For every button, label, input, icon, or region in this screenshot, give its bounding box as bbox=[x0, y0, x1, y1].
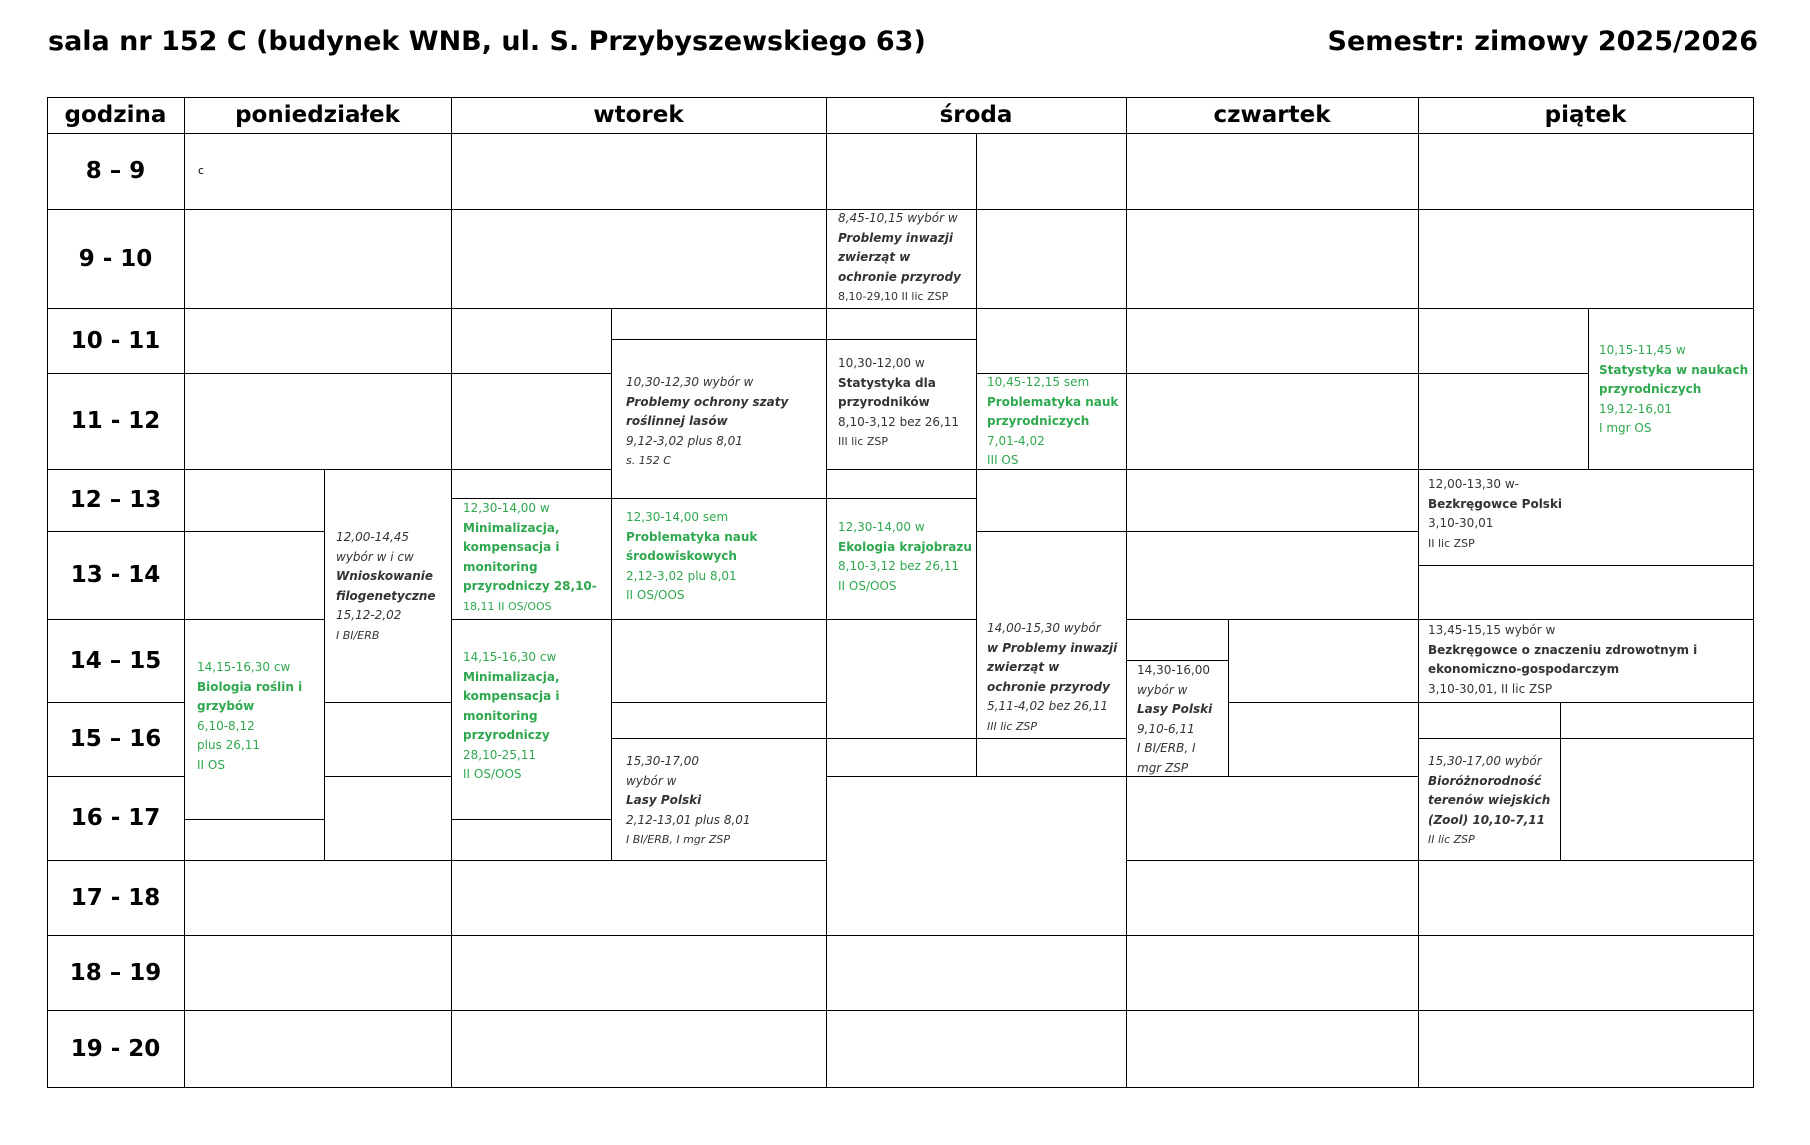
event-line: 5,11-4,02 bez 26,11 bbox=[987, 699, 1109, 713]
event-sroda-problematyka-nauk bbox=[987, 373, 1118, 471]
event-line: przyrodniczych bbox=[1599, 382, 1702, 396]
event-line: 13,45-15,15 wybór w bbox=[1428, 623, 1556, 637]
event-line: III lic ZSP bbox=[838, 435, 889, 448]
event-line: 12,30-14,00 w bbox=[463, 501, 550, 515]
event-piatek-bezkregowce bbox=[1428, 475, 1562, 553]
event-line: 12,00-14,45 bbox=[336, 530, 410, 544]
grid-line bbox=[611, 308, 612, 860]
hour-label: 10 - 11 bbox=[70, 327, 161, 354]
event-line: kompensacja i bbox=[463, 689, 560, 703]
event-line: środowiskowych bbox=[626, 549, 737, 563]
event-poniedzialek-biologia bbox=[197, 658, 302, 775]
event-line: 9,12-3,02 plus 8,01 bbox=[626, 433, 743, 448]
grid-line bbox=[324, 776, 451, 777]
event-line: Problematyka nauk bbox=[626, 529, 758, 544]
event-line: Bioróżnorodność bbox=[1428, 773, 1542, 788]
event-line: monitoring bbox=[463, 708, 538, 723]
event-piatek-statystyka bbox=[1599, 341, 1748, 439]
semester-label: Semestr: zimowy 2025/2026 bbox=[1327, 26, 1758, 57]
hour-label: 14 – 15 bbox=[69, 647, 162, 674]
header-sroda: środa bbox=[939, 102, 1013, 128]
grid-line bbox=[1418, 97, 1419, 1088]
grid-line bbox=[184, 373, 451, 374]
event-line: mgr ZSP bbox=[1137, 760, 1189, 775]
event-line: wybór w i cw bbox=[336, 549, 414, 564]
grid-line bbox=[451, 819, 611, 820]
event-line: I BI/ERB, I mgr ZSP bbox=[626, 833, 730, 846]
grid-line bbox=[47, 133, 1753, 134]
hour-label: 9 - 10 bbox=[78, 245, 153, 272]
grid-line bbox=[1126, 531, 1418, 532]
event-line: 3,10-30,01 bbox=[1428, 516, 1494, 530]
event-line: 14,15-16,30 cw bbox=[197, 660, 291, 674]
grid-line bbox=[611, 702, 826, 703]
event-line: ochronie przyrody bbox=[838, 269, 961, 284]
event-piatek-bezkregowce-znaczenie bbox=[1428, 621, 1697, 699]
grid-line bbox=[184, 97, 185, 1088]
event-line: terenów wiejskich bbox=[1428, 793, 1551, 807]
event-wtorek-lasy bbox=[626, 752, 751, 850]
event-wtorek-minimalizacja-w bbox=[463, 499, 597, 616]
grid-line bbox=[976, 531, 1126, 532]
event-line: 14,00-15,30 wybór bbox=[987, 621, 1101, 635]
hour-label: 8 – 9 bbox=[85, 158, 146, 184]
hour-label: 19 - 20 bbox=[70, 1035, 161, 1062]
event-line: 6,10-8,12 bbox=[197, 718, 255, 733]
event-line: 8,10-3,12 bez 26,11 bbox=[838, 559, 960, 573]
event-wtorek-ochrona-szaty bbox=[626, 373, 788, 471]
grid-line bbox=[451, 619, 826, 620]
grid-line bbox=[1228, 702, 1418, 703]
event-line: Lasy Polski bbox=[626, 793, 702, 807]
grid-line bbox=[451, 860, 826, 861]
grid-line bbox=[1126, 619, 1418, 620]
event-line: III lic ZSP bbox=[987, 719, 1038, 733]
grid-line bbox=[1126, 209, 1418, 210]
event-line: zwierząt w bbox=[838, 250, 911, 264]
event-line: 10,15-11,45 w bbox=[1599, 343, 1686, 357]
grid-line bbox=[826, 935, 1126, 936]
grid-line bbox=[1418, 860, 1753, 861]
event-line: III OS bbox=[987, 453, 1019, 467]
grid-line bbox=[1560, 702, 1561, 860]
grid-line bbox=[1126, 97, 1127, 1088]
event-wtorek-minimalizacja-cw bbox=[463, 648, 560, 785]
header-godzina: godzina bbox=[64, 102, 167, 128]
grid-line bbox=[184, 619, 324, 620]
event-line: I mgr OS bbox=[1599, 421, 1652, 435]
grid-line bbox=[451, 935, 826, 936]
grid-line bbox=[324, 469, 325, 860]
hour-label: 12 – 13 bbox=[69, 487, 162, 513]
grid-line bbox=[451, 308, 826, 309]
event-sroda-problemy-inwazji-pm bbox=[987, 619, 1117, 736]
event-line: I BI/ERB bbox=[336, 628, 380, 642]
event-line: Problemy inwazji bbox=[838, 230, 953, 245]
hour-label: 18 – 19 bbox=[69, 959, 162, 986]
event-piatek-bioroznorodnosc bbox=[1428, 752, 1550, 850]
grid-line bbox=[1418, 469, 1753, 470]
event-line: ekonomiczno-gospodarczym bbox=[1428, 662, 1620, 676]
event-poniedzialek-wnioskowanie bbox=[336, 528, 436, 645]
event-line: Minimalizacja, bbox=[463, 520, 560, 535]
grid-line bbox=[1418, 209, 1753, 210]
event-line: 8,10-3,12 bez 26,11 bbox=[838, 414, 960, 429]
hour-label: 11 - 12 bbox=[70, 408, 161, 434]
grid-line bbox=[1418, 308, 1753, 309]
event-line: wybór w bbox=[626, 773, 677, 788]
event-line: zwierząt w bbox=[987, 660, 1060, 674]
event-line: przyrodniczy 28,10- bbox=[463, 579, 597, 593]
event-line: przyrodniczych bbox=[987, 414, 1090, 428]
grid-line bbox=[47, 1087, 1753, 1088]
grid-line bbox=[826, 1010, 1126, 1011]
event-line: II lic ZSP bbox=[1428, 536, 1475, 550]
event-line: II OS bbox=[197, 757, 225, 772]
event-line: 28,10-25,11 bbox=[463, 747, 537, 762]
event-line: 8,10-29,10 II lic ZSP bbox=[838, 290, 949, 303]
grid-line bbox=[826, 339, 976, 340]
event-line: roślinnej lasów bbox=[626, 414, 728, 428]
event-line: Problemy ochrony szaty bbox=[626, 394, 789, 409]
grid-line bbox=[184, 469, 451, 470]
grid-line bbox=[1418, 738, 1753, 739]
grid-line bbox=[451, 1010, 826, 1011]
event-line: przyrodników bbox=[838, 395, 930, 409]
grid-line bbox=[1588, 308, 1589, 469]
event-line: przyrodniczy bbox=[463, 728, 550, 742]
event-line: II lic ZSP bbox=[1428, 833, 1475, 846]
stray-mark: c bbox=[198, 164, 205, 177]
grid-line bbox=[1126, 373, 1418, 374]
grid-line bbox=[184, 531, 324, 532]
event-czwartek-lasy bbox=[1137, 661, 1212, 778]
event-line: 14,30-16,00 bbox=[1137, 663, 1211, 677]
event-line: 2,12-3,02 plu 8,01 bbox=[626, 568, 737, 583]
grid-line bbox=[184, 860, 451, 861]
event-line: 2,12-13,01 plus 8,01 bbox=[626, 812, 751, 827]
event-sroda-problemy-inwazji bbox=[838, 209, 961, 307]
event-line: 9,10-6,11 bbox=[1137, 721, 1195, 736]
grid-line bbox=[1126, 308, 1418, 309]
grid-line bbox=[1753, 97, 1754, 1088]
event-line: w Problemy inwazji bbox=[987, 640, 1118, 655]
grid-line bbox=[976, 133, 977, 776]
event-line: 15,30-17,00 bbox=[626, 754, 700, 768]
event-line: Minimalizacja, bbox=[463, 669, 560, 684]
event-wtorek-problematyka-srodowiskowych bbox=[626, 508, 757, 606]
event-line: Bezkręgowce o znaczeniu zdrowotnym i bbox=[1428, 642, 1698, 657]
event-line: 10,30-12,00 w bbox=[838, 356, 925, 370]
header-czwartek: czwartek bbox=[1213, 102, 1331, 128]
grid-line bbox=[1418, 565, 1753, 566]
grid-line bbox=[451, 209, 826, 210]
event-line: Statystyka dla bbox=[838, 375, 936, 390]
event-line: II OS/OOS bbox=[463, 767, 522, 781]
grid-line bbox=[1418, 619, 1753, 620]
event-line: Ekologia krajobrazu bbox=[838, 539, 972, 554]
header-piatek: piątek bbox=[1544, 102, 1627, 128]
grid-line bbox=[1418, 373, 1588, 374]
event-line: 14,15-16,30 cw bbox=[463, 650, 557, 664]
event-line: ochronie przyrody bbox=[987, 679, 1110, 694]
grid-line bbox=[1126, 860, 1418, 861]
grid-line bbox=[1418, 702, 1753, 703]
event-line: II OS/OOS bbox=[626, 588, 685, 602]
event-line: Wnioskowanie bbox=[336, 569, 434, 583]
hour-label: 15 – 16 bbox=[69, 726, 162, 752]
grid-line bbox=[451, 373, 611, 374]
event-line: 3,10-30,01, II lic ZSP bbox=[1428, 681, 1553, 696]
event-line: 12,30-14,00 sem bbox=[626, 510, 729, 524]
header-wtorek: wtorek bbox=[593, 102, 684, 128]
grid-line bbox=[826, 498, 976, 499]
grid-line bbox=[611, 339, 826, 340]
grid-line bbox=[184, 209, 451, 210]
event-line: Problematyka nauk bbox=[987, 394, 1119, 409]
event-sroda-ekologia bbox=[838, 518, 972, 596]
event-line: II OS/OOS bbox=[838, 578, 897, 593]
event-line: 18,11 II OS/OOS bbox=[463, 599, 552, 613]
hour-label: 17 - 18 bbox=[70, 884, 161, 911]
grid-line bbox=[1418, 1010, 1753, 1011]
event-line: kompensacja i bbox=[463, 540, 560, 554]
event-line: (Zool) 10,10-7,11 bbox=[1428, 812, 1545, 827]
room-title: sala nr 152 C (budynek WNB, ul. S. Przybyszewskiego 63) bbox=[48, 26, 926, 57]
grid-line bbox=[451, 469, 611, 470]
event-line: plus 26,11 bbox=[197, 738, 260, 752]
grid-line bbox=[184, 308, 451, 309]
event-line: 10,45-12,15 sem bbox=[987, 375, 1090, 389]
event-line: grzybów bbox=[197, 699, 255, 713]
event-line: 12,00-13,30 w- bbox=[1428, 477, 1519, 491]
event-line: Lasy Polski bbox=[1137, 702, 1213, 716]
event-line: 12,30-14,00 w bbox=[838, 520, 925, 534]
event-line: 15,30-17,00 wybór bbox=[1428, 754, 1542, 768]
event-line: Biologia roślin i bbox=[197, 679, 303, 694]
event-line: monitoring bbox=[463, 559, 538, 574]
grid-line bbox=[826, 619, 976, 620]
hour-label: 16 - 17 bbox=[70, 805, 161, 831]
event-line: Statystyka w naukach bbox=[1599, 362, 1749, 377]
hour-label: 13 - 14 bbox=[70, 562, 161, 588]
grid-line bbox=[1126, 935, 1418, 936]
grid-line bbox=[1126, 469, 1418, 470]
event-sroda-statystyka bbox=[838, 354, 959, 452]
grid-line bbox=[1228, 619, 1229, 776]
grid-line bbox=[611, 738, 826, 739]
grid-line bbox=[1418, 935, 1753, 936]
grid-line bbox=[826, 97, 827, 1088]
event-line: 15,12-2,02 bbox=[336, 608, 402, 622]
grid-line bbox=[451, 97, 452, 1088]
grid-line bbox=[324, 702, 451, 703]
grid-line bbox=[184, 935, 451, 936]
event-line: 7,01-4,02 bbox=[987, 433, 1045, 448]
event-line: Bezkręgowce Polski bbox=[1428, 496, 1563, 511]
event-line: 10,30-12,30 wybór w bbox=[626, 375, 754, 389]
grid-line bbox=[184, 819, 324, 820]
grid-line bbox=[184, 1010, 451, 1011]
header-poniedzialek: poniedziałek bbox=[235, 102, 400, 128]
event-line: I BI/ERB, I bbox=[1137, 741, 1196, 755]
grid-line bbox=[1126, 1010, 1418, 1011]
event-line: wybór w bbox=[1137, 682, 1188, 697]
event-line: 19,12-16,01 bbox=[1599, 401, 1673, 416]
event-line: filogenetyczne bbox=[336, 588, 436, 603]
event-line: s. 152 C bbox=[626, 454, 671, 467]
event-line: 8,45-10,15 wybór w bbox=[838, 211, 958, 225]
grid-line bbox=[826, 776, 1126, 777]
